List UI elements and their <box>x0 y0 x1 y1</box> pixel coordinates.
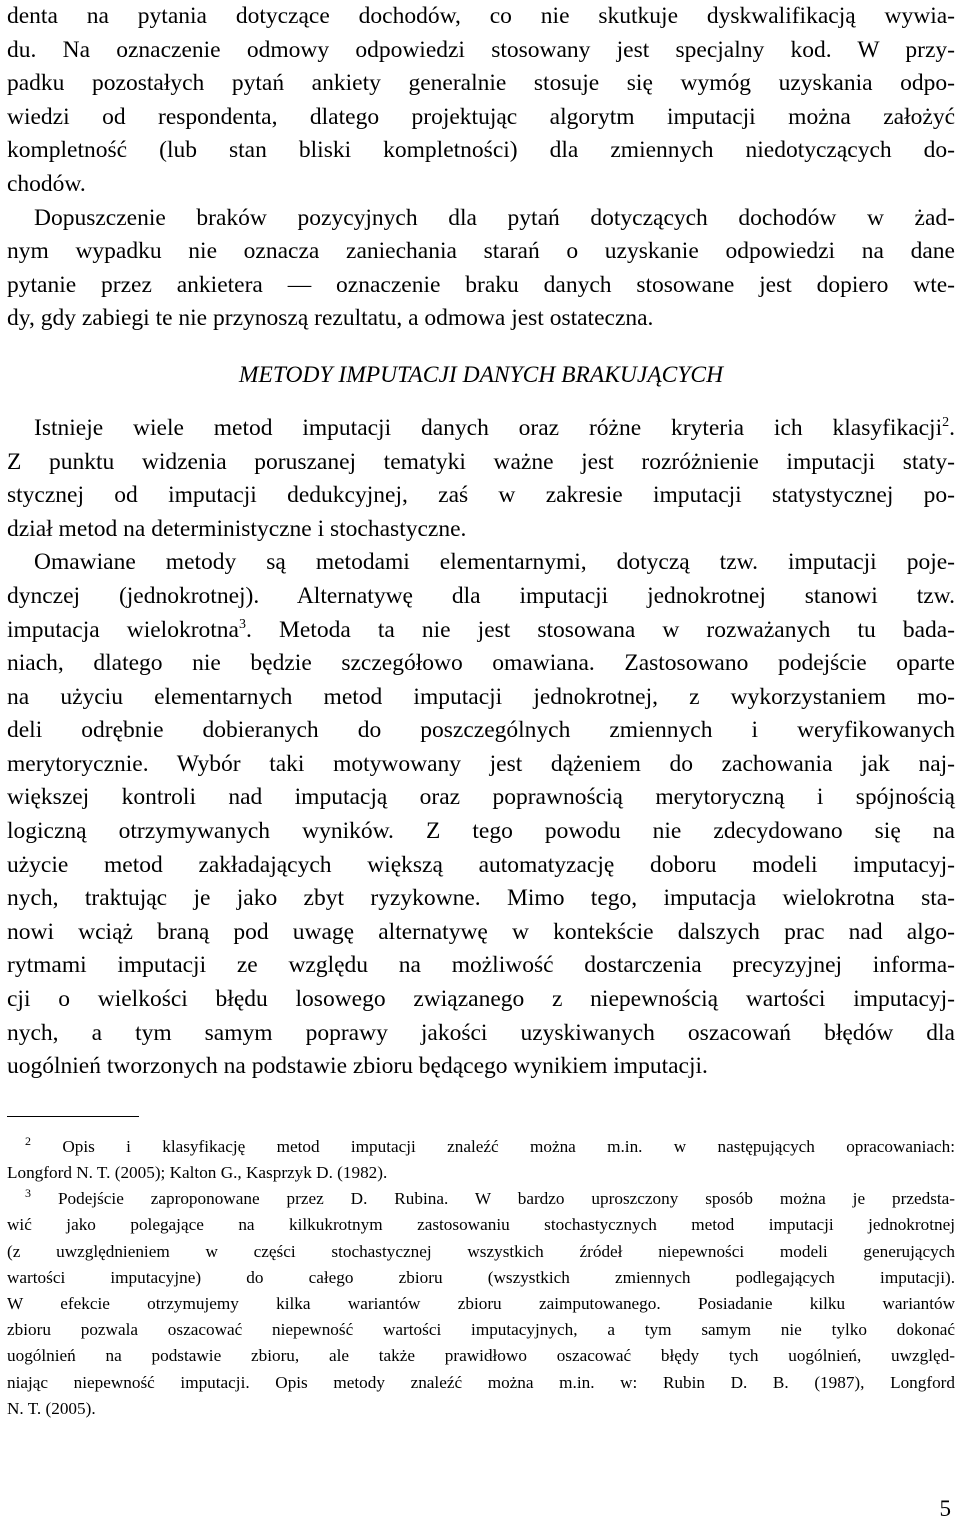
text-line: dynczej (jednokrotnej). Alternatywę dla imputacji jednokrotnej stanowi tzw. <box>7 582 955 609</box>
text-line: deli odrębnie dobieranych do poszczególnych zmiennych i weryfikowanych <box>7 717 955 744</box>
footnote-line: wartości imputacyjne) do całego zbioru (wszystkich zmiennych podlegających imputacji). <box>7 1267 955 1287</box>
text-line: użycie metod zakładających większą automatyzację doboru modeli imputacyj- <box>7 851 955 878</box>
footnote-3 <box>7 1186 955 1422</box>
footnote-line: niając niepewność imputacji. Opis metody znaleźć można m.in. w: Rubin D. B. (1987), Longford <box>7 1372 955 1392</box>
text-line: logiczną otrzymywanych wyników. Z tego powodu nie zdecydowano się na <box>7 818 955 845</box>
text-line: wiedzi od respondenta, dlatego projektując algorytm imputacji można założyć <box>7 103 955 130</box>
text-line: nowi wciąż braną pod uwagę alternatywę w kontekście dalszych prac nad algo- <box>7 918 955 945</box>
footnote-line: wić jako polegające na kilkukrotnym zastosowaniu stochastycznych metod imputacji jednokrotnej <box>7 1215 955 1235</box>
text-line: kompletność (lub stan bliski kompletności) dla zmiennych niedotyczących do- <box>7 137 955 164</box>
text-line: pytanie przez ankietera — oznaczenie braku danych stosowane jest dopiero wte- <box>7 271 955 298</box>
text-line: większej kontroli nad imputacją oraz poprawnością merytoryczną i spójnością <box>7 784 955 811</box>
footnote-line: W efekcie otrzymujemy kilka wariantów zbioru zaimputowanego. Posiadanie kilku wariantów <box>7 1293 955 1313</box>
footnote-line: uogólnień na podstawie zbioru, ale także prawidłowo oszacować błędy tych uogólnień, uwzględ- <box>7 1346 955 1366</box>
page-number: 5 <box>939 1496 951 1521</box>
section-heading: METODY IMPUTACJI DANYCH BRAKUJĄCYCH <box>238 361 724 388</box>
text-line: nych, a tym samym poprawy jakości uzyskiwanych oszacowań błędów dla <box>7 1019 955 1046</box>
text-line: stycznej od imputacji dedukcyjnej, zaś w zakresie imputacji statystycznej po- <box>7 482 955 509</box>
text-line: chodów. <box>7 170 86 197</box>
text-line: padku pozostałych pytań ankiety generalnie stosuje się wymóg uzyskania odpo- <box>7 70 955 97</box>
text-line: niach, dlatego nie będzie szczegółowo omawiana. Zastosowano podejście oparte <box>7 650 955 677</box>
text-line: Omawiane metody są metodami elementarnymi, dotyczą tzw. imputacji poje- <box>34 549 955 576</box>
text-line: dział metod na deterministyczne i stochastyczne. <box>7 515 467 542</box>
text-span: Opis i klasyfikację metod imputacji znaleźć można m.in. w następujących opracowaniach: <box>62 1136 956 1156</box>
paragraph-imputation-methods <box>7 412 955 546</box>
text-line: nych, traktując je jako zbyt ryzykowne. Mimo tego, imputacja wielokrotna sta- <box>7 885 955 912</box>
text-line <box>7 614 955 648</box>
paragraph-elementary-methods <box>7 546 955 1084</box>
footnote-line: Longford N. T. (2005); Kalton G., Kasprzyk D. (1982). <box>7 1163 388 1182</box>
text-span: Podejście zaproponowane przez D. Rubina. W bardzo uproszczony sposób można je przedsta- <box>57 1189 956 1209</box>
text-line <box>7 412 955 446</box>
footnote-line <box>7 1186 955 1212</box>
text-line: denta na pytania dotyczące dochodów, co nie skutkuje dyskwalifikacją wywia- <box>7 3 955 29</box>
footnote-2 <box>7 1134 955 1186</box>
paragraph-item-nonresponse <box>7 202 955 336</box>
footnote-mark: 2 <box>25 1133 31 1148</box>
text-line: du. Na oznaczenie odmowy odpowiedzi stosowany jest specjalny kod. W przy- <box>7 36 955 63</box>
document-page <box>7 0 955 1422</box>
text-line: cji o wielkości błędu losowego związanego z niepewnością wartości imputacyj- <box>7 986 955 1013</box>
paragraph-income-questions <box>7 0 955 202</box>
text-span: Istnieje wiele metod imputacji danych oraz różne kryteria ich klasyfikacji <box>34 414 943 441</box>
text-line: Z punktu widzenia poruszanej tematyki ważne jest rozróżnienie imputacji staty- <box>7 448 955 475</box>
text-line: uogólnień tworzonych na podstawie zbioru będącego wynikiem imputacji. <box>7 1053 708 1080</box>
text-line: Dopuszczenie braków pozycyjnych dla pytań dotyczących dochodów w żad- <box>34 204 955 231</box>
text-line: merytorycznie. Wybór taki motywowany jest dążeniem do zachowania jak naj- <box>7 750 955 777</box>
footnote-separator <box>7 1116 139 1117</box>
text-span: . <box>949 414 955 441</box>
footnote-line: N. T. (2005). <box>7 1398 96 1418</box>
footnote-mark: 3 <box>25 1186 31 1201</box>
footnote-ref-2: 2 <box>942 414 950 430</box>
text-line: rytmami imputacji ze względu na możliwość dostarczenia precyzyjnej informa- <box>7 952 955 979</box>
text-span: . Metoda ta nie jest stosowana w rozważanych tu bada- <box>246 616 956 643</box>
footnote-ref-3: 3 <box>239 616 246 632</box>
footnote-line <box>7 1134 955 1160</box>
footnote-line: zbioru pozwala oszacować niepewność wartości imputacyjnych, a tym samym nie tylko dokonać <box>7 1320 955 1340</box>
text-span: imputacja wielokrotna <box>7 616 239 643</box>
text-line: na użyciu elementarnych metod imputacji jednokrotnej, z wykorzystaniem mo- <box>7 683 955 710</box>
footnote-line: (z uwzględnieniem w części stochastycznej wszystkich źródeł niepewności modeli generujących <box>7 1241 955 1261</box>
text-line: dy, gdy zabiegi te nie przynoszą rezultatu, a odmowa jest ostateczna. <box>7 305 654 332</box>
text-line: nym wypadku nie oznacza zaniechania starań o uzyskanie odpowiedzi na dane <box>7 238 955 265</box>
